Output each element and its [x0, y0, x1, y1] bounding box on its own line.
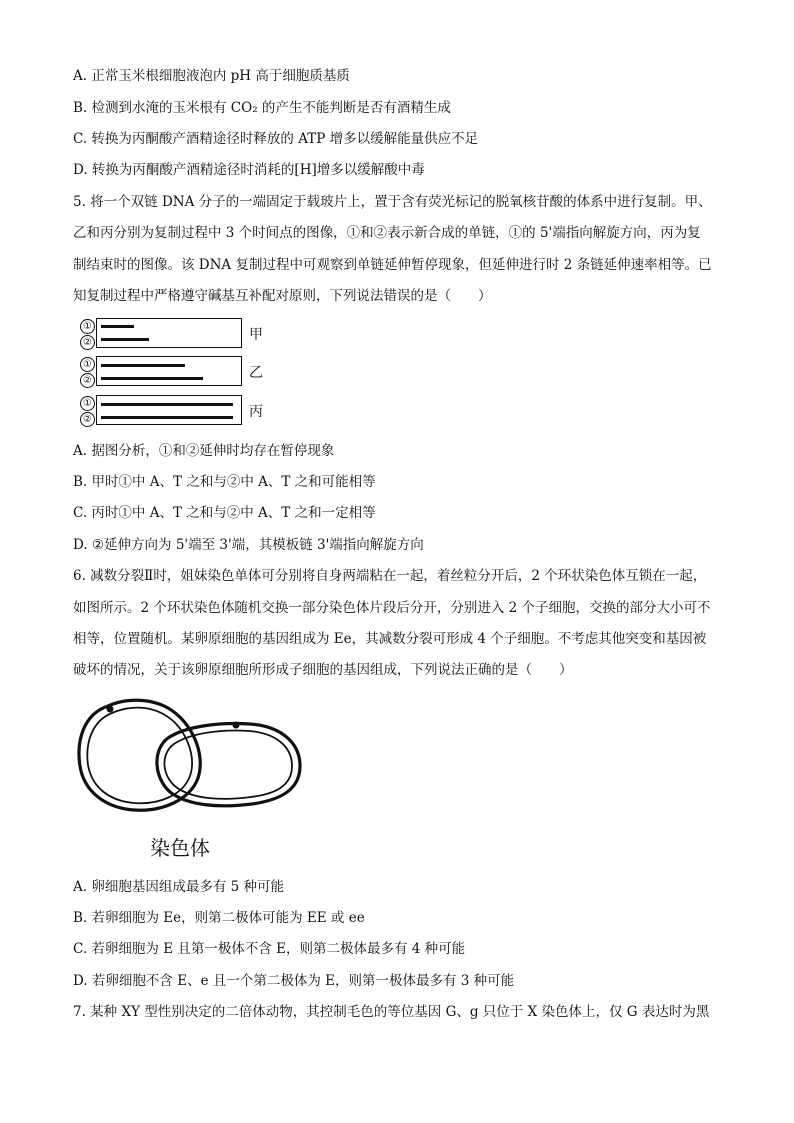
- strand-1-label: ①: [80, 319, 95, 334]
- q4-option-a: A. 正常玉米根细胞液泡内 pH 高于细胞质基质: [73, 68, 350, 84]
- q6-stem-line: 相等，位置随机。某卵原细胞的基因组成为 Ee，其减数分裂可形成 4 个子细胞。不考虑其他突变和基因被: [73, 631, 707, 647]
- q5-stem-line: 制结束时的图像。该 DNA 复制过程中可观察到单链延伸暂停现象，但延伸进行时 2 条链延伸速率相等。已: [73, 257, 712, 273]
- figure-caption: 染色体: [150, 836, 210, 860]
- q6-option-a: A. 卵细胞基因组成最多有 5 种可能: [73, 879, 285, 895]
- replication-box-bing: [96, 395, 242, 425]
- q4-option-d: D. 转换为丙酮酸产酒精途径时消耗的[H]增多以缓解酸中毒: [73, 162, 425, 178]
- ring-chromosome-right: [157, 724, 300, 806]
- q5-option-a: A. 据图分析，①和②延伸时均存在暂停现象: [73, 443, 335, 459]
- strand-2-label: ②: [80, 412, 95, 427]
- q5-stem-line: 乙和丙分别为复制过程中 3 个时间点的图像，①和②表示新合成的单链，①的 5'端指向解旋方向，丙为复: [73, 225, 701, 241]
- q6-stem-line: 如图所示。2 个环状染色体随机交换一部分染色体片段后分开，分别进入 2 个子细胞，交换的部分大小可不: [73, 600, 711, 616]
- q5-option-b: B. 甲时①中 A、T 之和与②中 A、T 之和可能相等: [73, 474, 376, 490]
- q4-option-b: B. 检测到水淹的玉米根有 CO₂ 的产生不能判断是否有酒精生成: [73, 100, 451, 116]
- box-label-bing: 丙: [249, 404, 263, 420]
- strand-2-label: ②: [80, 335, 95, 350]
- q4-option-c: C. 转换为丙酮酸产酒精途径时释放的 ATP 增多以缓解能量供应不足: [73, 131, 479, 147]
- q6-option-d: D. 若卵细胞不含 E、e 且一个第二极体为 E，则第一极体最多有 3 种可能: [73, 973, 515, 989]
- box-label-jia: 甲: [249, 327, 263, 343]
- q6-option-b: B. 若卵细胞为 Ee，则第二极体可能为 EE 或 ee: [73, 910, 365, 926]
- strand-1-bar: [101, 364, 185, 367]
- strand-1-label: ①: [80, 357, 95, 372]
- q5-option-c: C. 丙时①中 A、T 之和与②中 A、T 之和一定相等: [73, 505, 376, 521]
- q6-stem-line: 6. 减数分裂Ⅱ时，姐妹染色单体可分别将自身两端粘在一起，着丝粒分开后，2 个环状染色体互锁在一起，: [73, 568, 707, 584]
- q5-option-d: D. ②延伸方向为 5'端至 3'端，其模板链 3'端指向解旋方向: [73, 537, 424, 553]
- strand-2-bar: [101, 338, 149, 341]
- q7-stem-line: 7. 某种 XY 型性别决定的二倍体动物，其控制毛色的等位基因 G、g 只位于 X 染色体上，仅 G 表达时为黑: [73, 1004, 710, 1020]
- ring-chromosome-left: [79, 700, 200, 810]
- box-label-yi: 乙: [249, 365, 263, 381]
- replication-box-jia: [96, 318, 242, 348]
- centromere-dot: [107, 706, 114, 713]
- q5-stem-line: 5. 将一个双链 DNA 分子的一端固定于载玻片上，置于含有荧光标记的脱氧核苷酸的体系中进行复制。甲、: [73, 194, 712, 210]
- interlocked-ring-chromosomes-figure: [70, 692, 310, 822]
- q6-stem-line: 破坏的情况，关于该卵原细胞所形成子细胞的基因组成，下列说法正确的是（ ）: [73, 662, 573, 678]
- strand-1-bar: [101, 403, 233, 406]
- q5-stem-line: 知复制过程中严格遵守碱基互补配对原则，下列说法错误的是（ ）: [73, 288, 492, 304]
- replication-box-yi: [96, 356, 242, 386]
- strand-2-bar: [101, 416, 233, 419]
- strand-1-label: ①: [80, 396, 95, 411]
- strand-2-bar: [101, 377, 203, 380]
- strand-2-label: ②: [80, 373, 95, 388]
- strand-1-bar: [101, 325, 134, 328]
- q6-option-c: C. 若卵细胞为 E 且第一极体不含 E，则第二极体最多有 4 种可能: [73, 941, 466, 957]
- centromere-dot: [233, 722, 240, 729]
